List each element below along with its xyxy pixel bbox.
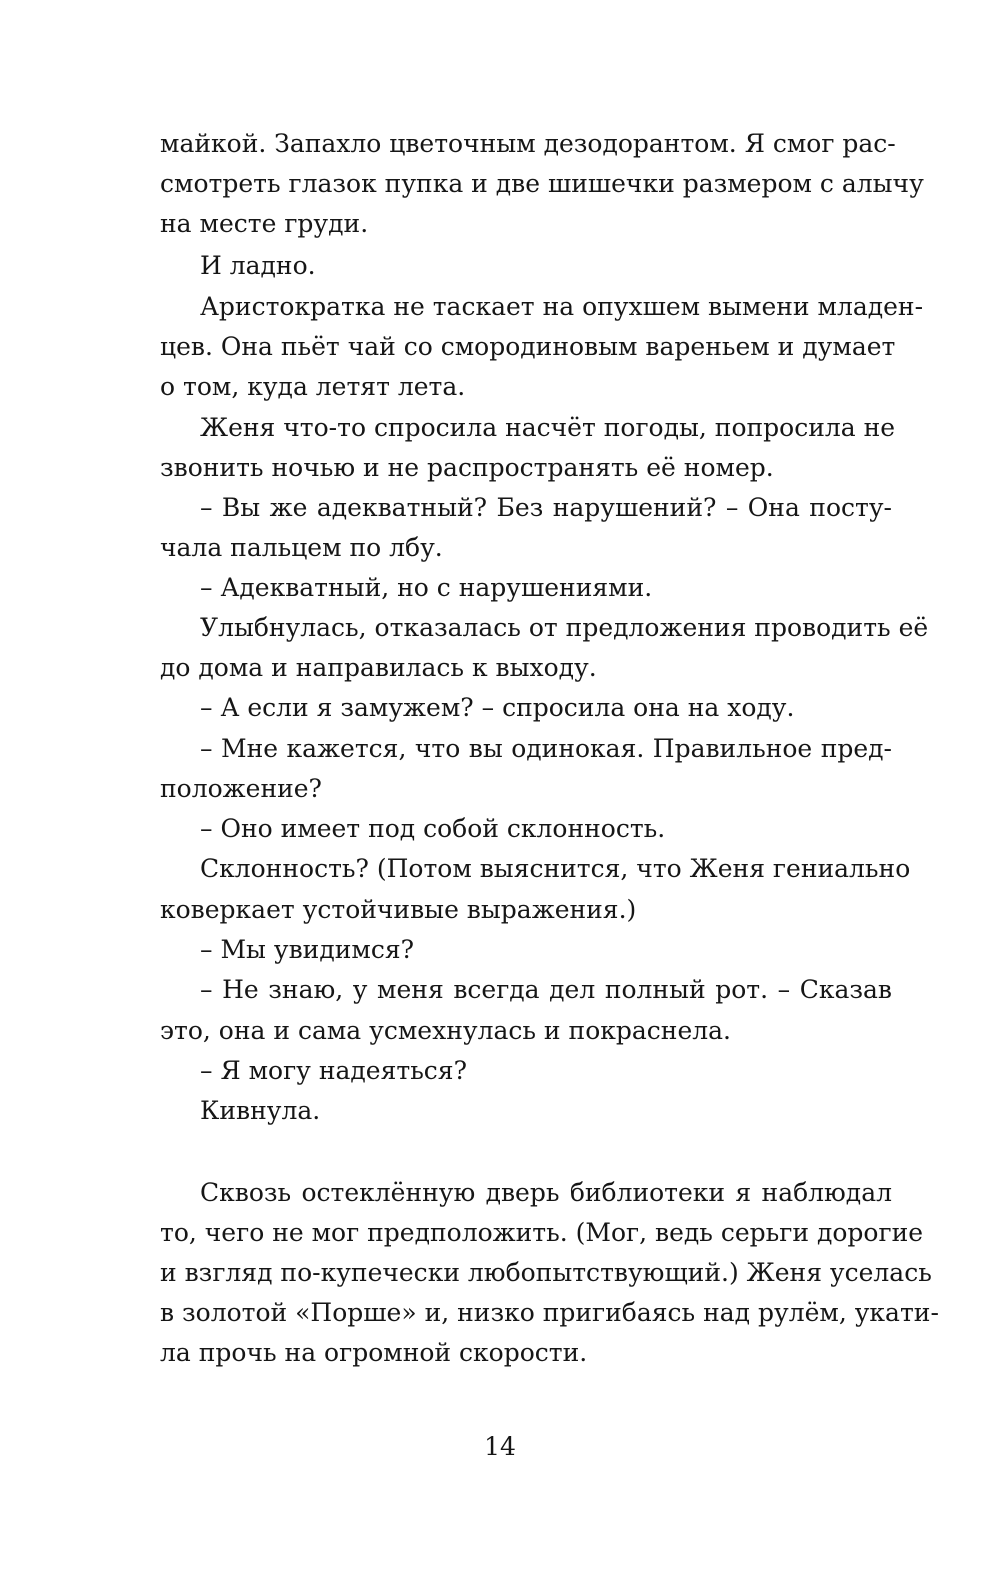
page-number: 14 <box>484 1432 516 1461</box>
text-line: – Оно имеет под собой склонность. <box>200 814 666 843</box>
text-line: о том, куда летят лета. <box>160 372 466 401</box>
text-line: цев. Она пьёт чай со смородиновым вареньем и думает <box>160 332 896 361</box>
text-line: майкой. Запахло цветочным дезодорантом. Я смог рас- <box>160 129 896 158</box>
text-line: Женя что-то спросила насчёт погоды, попросила не <box>200 413 896 442</box>
text-line: – А если я замужем? – спросила она на ходу. <box>200 693 795 722</box>
text-line: – Адекватный, но с нарушениями. <box>200 573 653 602</box>
text-line: это, она и сама усмехнулась и покраснела. <box>160 1016 731 1045</box>
text-line: смотреть глазок пупка и две шишечки размером с алычу <box>160 169 924 198</box>
text-line: – Вы же адекватный? Без нарушений? – Она посту- <box>200 493 892 522</box>
text-line: Склонность? (Потом выяснится, что Женя гениально <box>200 854 911 883</box>
text-line: – Мы увидимся? <box>200 935 415 964</box>
text-line: – Мне кажется, что вы одинокая. Правильное пред- <box>200 734 892 763</box>
text-line: до дома и направилась к выходу. <box>160 653 597 682</box>
text-line: положение? <box>160 774 322 803</box>
text-line: ла прочь на огромной скорости. <box>160 1338 588 1367</box>
text-line: Кивнула. <box>200 1096 321 1125</box>
text-line: – Не знаю, у меня всегда дел полный рот. – Сказав <box>200 975 892 1004</box>
text-line: звонить ночью и не распространять её номер. <box>160 453 774 482</box>
text-line: чала пальцем по лбу. <box>160 533 443 562</box>
text-line: И ладно. <box>200 251 316 280</box>
text-line: Сквозь остеклённую дверь библиотеки я наблюдал <box>200 1178 892 1207</box>
text-line: Аристократка не таскает на опухшем вымени младен- <box>200 292 924 321</box>
text-line: – Я могу надеяться? <box>200 1056 467 1085</box>
text-line: то, чего не мог предположить. (Мог, ведь серьги дорогие <box>160 1218 924 1247</box>
text-line: на месте груди. <box>160 209 369 238</box>
text-line: в золотой «Порше» и, низко пригибаясь над рулём, укати- <box>160 1298 939 1327</box>
text-line: и взгляд по-купечески любопытствующий.) Женя уселась <box>160 1258 932 1287</box>
text-line: коверкает устойчивые выражения.) <box>160 895 637 924</box>
text-line: Улыбнулась, отказалась от предложения проводить её <box>200 613 929 642</box>
